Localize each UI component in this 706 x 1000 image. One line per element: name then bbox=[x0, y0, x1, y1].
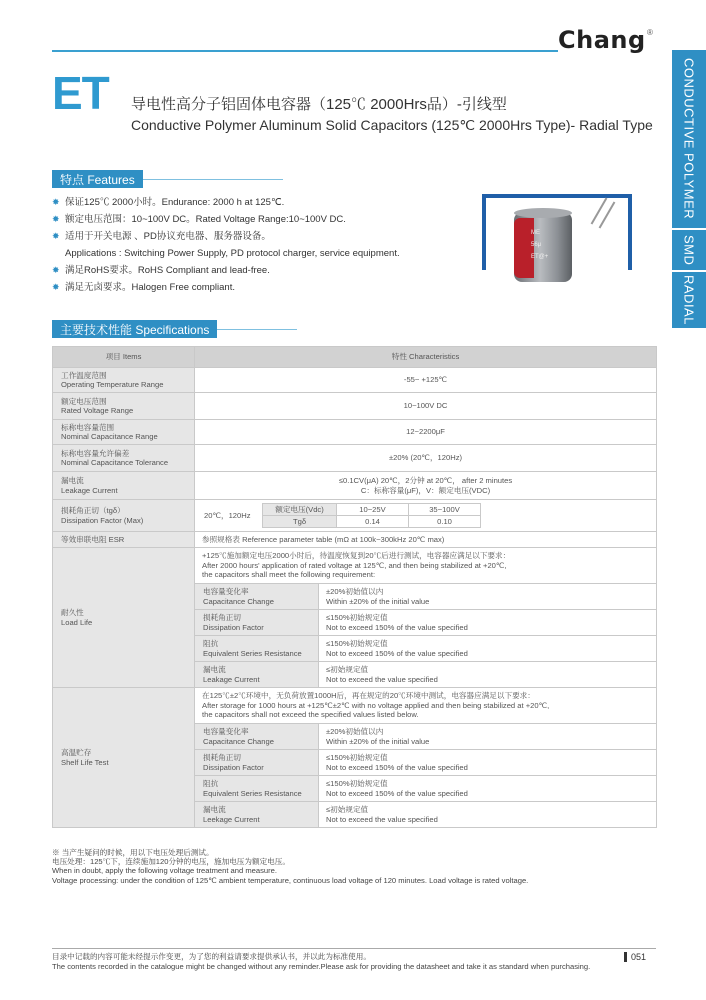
df-header-high: 35~100V bbox=[409, 503, 481, 515]
spec-value-dissipation-factor bbox=[195, 500, 657, 532]
load-life-esr: 阻抗 Equivalent Series Resistance bbox=[195, 636, 319, 662]
capacitor-polarity-stripe bbox=[514, 218, 534, 278]
spec-item-shelf-life: 高温贮存 Shelf Life Test bbox=[53, 688, 195, 828]
shelf-life-esr: 阻抗 Equivalent Series Resistance bbox=[195, 776, 319, 802]
capacitor-print: ME bbox=[531, 230, 540, 236]
load-life-leakage-value: ≤初始规定值 Not to exceed the value specified bbox=[319, 662, 657, 688]
spec-item-rated-voltage: 额定电压范围 Rated Voltage Range bbox=[53, 393, 195, 420]
capacitor-print: 56μ bbox=[531, 242, 542, 248]
df-header-low: 10~25V bbox=[337, 503, 409, 515]
side-tab-conductive-polymer: CONDUCTIVE POLYMER bbox=[672, 50, 706, 228]
spec-item-capacitance-range: 标称电容量范围 Nominal Capacitance Range bbox=[53, 420, 195, 445]
df-value-low: 0.14 bbox=[337, 516, 409, 528]
bullet-icon: ✸ bbox=[52, 265, 60, 275]
column-header-characteristics: 特性 Characteristics bbox=[195, 347, 657, 368]
spec-item-dissipation-factor: 损耗角正切（tgδ） Dissipation Factor (Max) bbox=[53, 500, 195, 532]
feature-text: 满足无卤要求。Halogen Free compliant. bbox=[65, 282, 235, 293]
shelf-life-leakage: 漏电流 Leekage Current bbox=[195, 802, 319, 828]
note-line: 电压处理：125℃下，连续施加120分钟的电压，施加电压为额定电压。 bbox=[52, 857, 290, 867]
bullet-icon: ✸ bbox=[52, 282, 60, 292]
shelf-life-cap-change-value: ±20%初始值以内 Within ±20% of the initial value bbox=[319, 724, 657, 750]
shelf-life-df: 损耗角正切 Dissipation Factor bbox=[195, 750, 319, 776]
features-header-label: 特点 Features bbox=[52, 170, 143, 188]
footer-rule bbox=[52, 948, 656, 949]
registered-mark: ® bbox=[647, 28, 653, 37]
load-life-leakage: 漏电流 Leakage Current bbox=[195, 662, 319, 688]
df-header-voltage: 额定电压(Vdc) bbox=[263, 503, 337, 515]
feature-item bbox=[52, 211, 400, 228]
spec-item-esr: 等效串联电阻 ESR bbox=[53, 532, 195, 548]
title-chinese: 导电性高分子铝固体电容器（125℃ 2000Hrs品）-引线型 bbox=[131, 96, 507, 113]
capacitor-print: ET@+ bbox=[531, 254, 549, 260]
note-line: When in doubt, apply the following voltage treatment and measure. bbox=[52, 866, 277, 876]
feature-text: Applications : Switching Power Supply, PD protocol charger, service equipment. bbox=[65, 248, 400, 259]
load-life-df: 损耗角正切 Dissipation Factor bbox=[195, 610, 319, 636]
specifications-header bbox=[52, 320, 297, 338]
spec-value-leakage-current: ≤0.1CV(μA) 20℃，2分钟 at 20℃， after 2 minutes C：标称容量(μF)，V：额定电压(VDC) bbox=[195, 472, 657, 500]
load-life-cap-change: 电容量变化率 Capacitance Change bbox=[195, 584, 319, 610]
column-header-items: 项目 Items bbox=[53, 347, 195, 368]
load-life-intro: +125℃施加额定电压2000小时后，待温度恢复到20℃后进行测试，电容器应满足以下要求： After 2000 hours' application of rated voltage at 125℃, and then being stabilized at +20℃, the capacitors shall meet the following requirement: bbox=[195, 548, 657, 584]
side-tab-smd: SMD bbox=[672, 230, 706, 270]
feature-item bbox=[52, 262, 400, 279]
load-life-cap-change-value: ±20%初始值以内 Within ±20% of the initial value bbox=[319, 584, 657, 610]
title-english: Conductive Polymer Aluminum Solid Capacitors (125℃ 2000Hrs Type)- Radial Type bbox=[131, 117, 653, 133]
features-header bbox=[52, 170, 283, 188]
bullet-icon: ✸ bbox=[52, 197, 60, 207]
load-life-df-value: ≤150%初始规定值 Not to exceed 150% of the value specified bbox=[319, 610, 657, 636]
feature-text: 额定电压范围：10~100V DC。Rated Voltage Range:10~100V DC. bbox=[65, 214, 346, 225]
note-line: Voltage processing: under the condition of 125℃ ambient temperature, continuous load voltage of 120 minutes. Load voltage is rated voltage. bbox=[52, 875, 529, 885]
capacitor-top bbox=[514, 208, 572, 218]
spec-item-tolerance: 标称电容量允许偏差 Nominal Capacitance Tolerance bbox=[53, 445, 195, 472]
df-value-high: 0.10 bbox=[409, 516, 481, 528]
shelf-life-leakage-value: ≤初始规定值 Not to exceed the value specified bbox=[319, 802, 657, 828]
features-list bbox=[52, 194, 400, 296]
bullet-icon: ✸ bbox=[52, 214, 60, 224]
side-tab-radial: RADIAL bbox=[672, 272, 706, 328]
footer-disclaimer: 目录中记载的内容可能未经提示作变更，为了您的利益请要求提供承认书，并以此为标准使用。 The contents recorded in the catalogue might be changed without any reminder.Please ask for providing the datasheet and take it as standard when purchasing. bbox=[52, 952, 591, 971]
header-rule bbox=[52, 50, 558, 52]
page-number: 051 bbox=[624, 952, 646, 962]
series-code: ET bbox=[52, 67, 109, 119]
df-table bbox=[262, 503, 481, 529]
feature-text: 保证125℃ 2000小时。Endurance: 2000 h at 125℃. bbox=[65, 197, 285, 208]
bullet-icon: ✸ bbox=[52, 231, 60, 241]
feature-item bbox=[52, 245, 400, 262]
df-condition: 20℃，120Hz bbox=[204, 510, 251, 520]
shelf-life-cap-change: 电容量变化率 Capacitance Change bbox=[195, 724, 319, 750]
feature-item bbox=[52, 279, 400, 296]
spec-item-load-life: 耐久性 Load Life bbox=[53, 548, 195, 688]
brand-logo: Chang bbox=[558, 26, 646, 54]
shelf-life-df-value: ≤150%初始规定值 Not to exceed 150% of the value specified bbox=[319, 750, 657, 776]
feature-text: 适用于开关电源 、PD协议充电器、服务器设备。 bbox=[65, 231, 271, 242]
spec-item-leakage-current: 漏电流 Leakage Current bbox=[53, 472, 195, 500]
spec-value-esr: 参照规格表 Reference parameter table (mΩ at 100k~300kHz 20℃ max) bbox=[195, 532, 657, 548]
spec-value-operating-temp: -55~ +125℃ bbox=[195, 368, 657, 393]
specifications-table bbox=[52, 346, 657, 828]
spec-value-rated-voltage: 10~100V DC bbox=[195, 393, 657, 420]
feature-item bbox=[52, 228, 400, 245]
feature-text: 满足RoHS要求。RoHS Compliant and lead-free. bbox=[65, 265, 270, 276]
shelf-life-intro: 在125℃±2℃环境中，无负荷放置1000H后，再在规定的20℃环境中测试，电容器应满足以下要求： After storage for 1000 hours at +125℃±2℃ with no voltage applied and then being stabilized at +20℃, the capacitors shall not exceed the specified values listed below. bbox=[195, 688, 657, 724]
spec-value-tolerance: ±20% (20℃，120Hz) bbox=[195, 445, 657, 472]
specifications-header-label: 主要技术性能 Specifications bbox=[52, 320, 217, 338]
shelf-life-esr-value: ≤150%初始规定值 Not to exceed 150% of the value specified bbox=[319, 776, 657, 802]
spec-item-operating-temp: 工作温度范围 Operating Temperature Range bbox=[53, 368, 195, 393]
feature-item bbox=[52, 194, 400, 211]
notes bbox=[52, 848, 528, 885]
df-row-label: Tgδ bbox=[263, 516, 337, 528]
note-line: ※ 当产生疑问的时候，用以下电压处理后测试。 bbox=[52, 848, 214, 857]
spec-value-capacitance-range: 12~2200μF bbox=[195, 420, 657, 445]
load-life-esr-value: ≤150%初始规定值 Not to exceed 150% of the value specified bbox=[319, 636, 657, 662]
